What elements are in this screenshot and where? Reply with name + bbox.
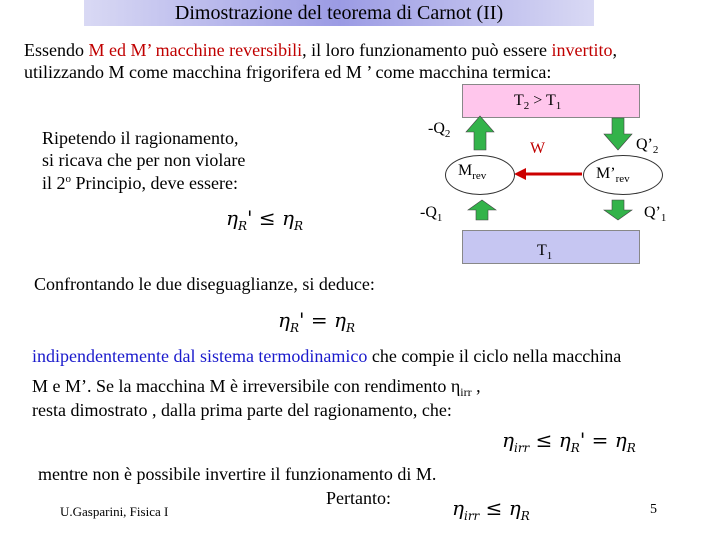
arrow-q2-up (466, 116, 494, 150)
conclusion-line-3: resta dimostrato , dalla prima parte del ragionamento, che: (32, 400, 452, 420)
label-q-prime-1: $Q’_1$ (644, 204, 667, 224)
reasoning-line-3: il 2$^o$ Principio, deve essere: (42, 173, 238, 193)
arrow-qp1-down (604, 200, 632, 220)
engine-m-prime-label: $M’_{rev}$ (596, 165, 630, 185)
label-q-prime-2: $Q’_2$ (636, 136, 659, 156)
conclusion-line-2: M e M’. Se la macchina M è irreversibile con rendimento $\eta_{irr}$ , (32, 376, 481, 399)
formula-eta-r-prime-leq-eta-r: $\eta_R' \le \eta_R$ (226, 206, 304, 233)
label-minus-q1: $-Q_1$ (420, 204, 443, 224)
final-line-2: Pertanto: (326, 488, 391, 508)
formula-eta-r-prime-eq-eta-r: $\eta_R' = \eta_R$ (278, 308, 356, 335)
formula-eta-irr-leq-eta-r: $\eta_{irr} \le \eta_R$ (452, 496, 530, 523)
arrow-w-head (514, 168, 526, 180)
engine-m-label: $M_{rev}$ (458, 162, 487, 182)
footer-author: U.Gasparini, Fisica I (60, 504, 169, 519)
inverted-highlight: invertito (551, 40, 613, 60)
label-minus-q2: $-Q_2$ (428, 120, 451, 140)
arrow-qp2-down (604, 118, 632, 150)
cold-reservoir-label: $T_1$ (537, 242, 553, 262)
reversible-machines-highlight: M ed M’ macchine reversibili (88, 40, 303, 60)
compare-line: Confrontando le due diseguaglianze, si deduce: (34, 274, 375, 294)
hot-reservoir-label: $T_2 > T_1$ (514, 92, 562, 112)
formula-eta-irr-leq: $\eta_{irr} \le \eta_R' = \eta_R$ (502, 428, 636, 455)
intro-line-2: utilizzando M come macchina frigorifera ed M ’ come macchina termica: (24, 62, 552, 82)
reasoning-line-2: si ricava che per non violare (42, 150, 246, 170)
page-number: 5 (650, 502, 657, 517)
independence-highlight: indipendentemente dal sistema termodinamico (32, 346, 368, 366)
intro-line-1: Essendo M ed M’ macchine reversibili, il loro funzionamento può essere invertito, (24, 40, 618, 60)
label-work: W (530, 140, 546, 157)
reasoning-line-1: Ripetendo il ragionamento, (42, 128, 239, 148)
final-line-1: mentre non è possibile invertire il funzionamento di M. (38, 464, 437, 484)
conclusion-line-1: indipendentemente dal sistema termodinamico che compie il ciclo nella macchina (32, 346, 622, 366)
arrow-q1-up (468, 200, 496, 220)
slide-title: Dimostrazione del teorema di Carnot (II) (174, 2, 504, 24)
